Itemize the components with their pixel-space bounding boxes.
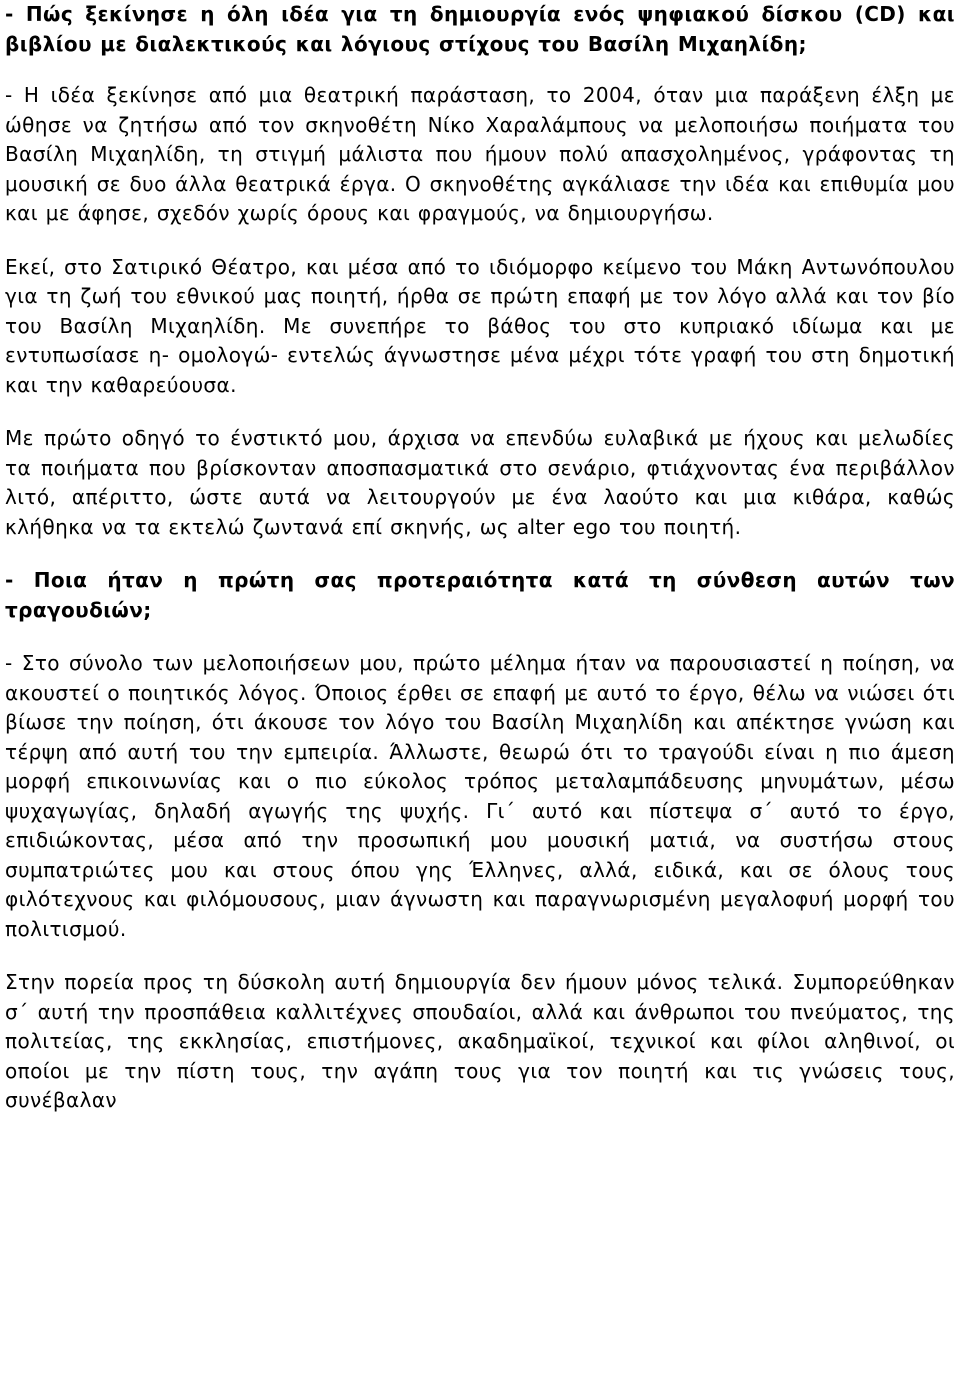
question-1: - Πώς ξεκίνησε η όλη ιδέα για τη δημιουργία ενός ψηφιακού δίσκου (CD) και βιβλίου με διαλεκτικούς και λόγιους στίχους του Βασίλη Μιχαηλίδη; xyxy=(5,2,955,56)
document-page xyxy=(5,0,955,1116)
answer-2-paragraph-1: - Στο σύνολο των μελοποιήσεων μου, πρώτο μέλημα ήταν να παρουσιαστεί η ποίηση, να ακουστεί ο ποιητικός λόγος. Όποιος έρθει σε επαφή με αυτό το έργο, θέλω να νιώσει ότι βίωσε την ποίηση, ότι άκουσε τον λόγο του Βασίλη Μιχαηλίδη και απέκτησε γνώση και τέρψη από αυτή του την εμπειρία. Άλλωστε, θεωρώ ότι το τραγούδι είναι η πιο άμεση μορφή επικοινωνίας και ο πιο εύκολος τρόπος μεταλαμπάδευσης μηνυμάτων, μέσω ψυχαγωγίας, δηλαδή αγωγής της ψυχής. Γι΄ αυτό και πίστεψα σ΄ αυτό το έργο, επιδιώκοντας, μέσα από την προσωπική μου μουσική ματιά, να συστήσω στους συμπατριώτες μου και στους όπου γης Έλληνες, αλλά, ειδικά, και σε όλους τους φιλότεχνους και φιλόμουσους, μιαν άγνωστη και παραγνωρισμένη μεγαλοφυή μορφή του πολιτισμού. xyxy=(5,651,955,941)
question-2: - Ποια ήταν η πρώτη σας προτεραιότητα κατά τη σύνθεση αυτών των τραγουδιών; xyxy=(5,568,955,622)
answer-1-paragraph-3: Με πρώτο οδηγό το ένστικτό μου, άρχισα να επενδύω ευλαβικά με ήχους και μελωδίες τα ποιήματα που βρίσκονταν αποσπασματικά στο σενάριο, φτιάχνοντας ένα περιβάλλον λιτό, απέριττο, ώστε αυτά να λειτουργούν με ένα λαούτο και μια κιθάρα, καθώς κλήθηκα να τα εκτελώ ζωντανά επί σκηνής, ως alter ego του ποιητή. xyxy=(5,426,955,539)
answer-1-paragraph-2: Εκεί, στο Σατιρικό Θέατρο, και μέσα από το ιδιόμορφο κείμενο του Μάκη Αντωνόπουλου για τη ζωή του εθνικού μας ποιητή, ήρθα σε πρώτη επαφή με τον λόγο αλλά και τον βίο του Βασίλη Μιχαηλίδη. Με συνεπήρε το βάθος του στο κυπριακό ιδίωμα και με εντυπωσίασε η- ομολογώ- εντελώς άγνωστησε μένα μέχρι τότε γραφή του στη δημοτική και την καθαρεύουσα. xyxy=(5,254,955,397)
answer-1-paragraph-1: - Η ιδέα ξεκίνησε από μια θεατρική παράσταση, το 2004, όταν μια παράξενη έλξη με ώθησε να ζητήσω από τον σκηνοθέτη Νίκο Χαραλάμπους να μελοποιήσω ποιήματα του Βασίλη Μιχαηλίδη, τη στιγμή μάλιστα που ήμουν πολύ απασχολημένος, γράφοντας τη μουσική σε δυο άλλα θεατρικά έργα. Ο σκηνοθέτης αγκάλιασε την ιδέα και επιθυμία μου και με άφησε, σχεδόν χωρίς όρους και φραγμούς, να δημιουργήσω. xyxy=(5,83,955,225)
answer-2-paragraph-2: Στην πορεία προς τη δύσκολη αυτή δημιουργία δεν ήμουν μόνος τελικά. Συμπορεύθηκαν σ΄ αυτή την προσπάθεια καλλιτέχνες σπουδαίοι, αλλά και άνθρωποι του πνεύματος, της πολιτείας, της εκκλησίας, επιστήμονες, ακαδημαϊκοί, τεχνικοί και φίλοι αληθινοί, οι οποίοι με την πίστη τους, την αγάπη τους για τον ποιητή και τις γνώσεις τους, συνέβαλαν xyxy=(5,970,955,1112)
